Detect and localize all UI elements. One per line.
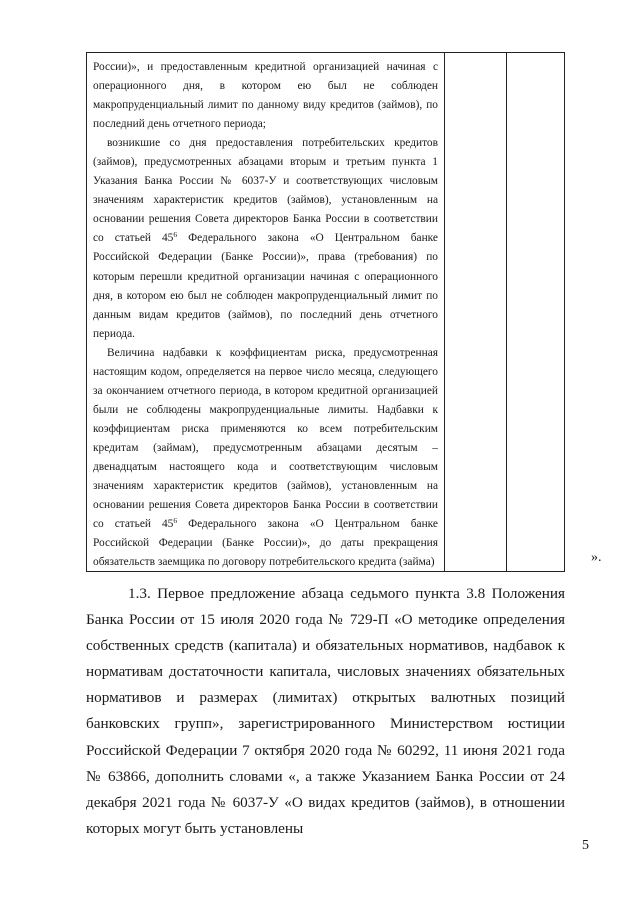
superscript: 6: [173, 516, 178, 526]
body-text: [86, 581, 565, 842]
text-span: Федерального закона «О Центральном банке Российской Федерации (Банке России)», права (требования) по которым перешли кредитной организации начиная с операционного дня, в котором ею был не соблюден макропруденциальный лимит по данным видам кредитов (займов), по последний день отчетного периода.: [93, 232, 438, 340]
text-span: Величина надбавки к коэффициентам риска, предусмотренная настоящим кодом, определяется на первое число месяца, следующего за окончанием отчетного периода, в котором кредитной организацией были не соблюдены макропруденциальные лимиты. Надбавки к коэффициентам риска применяются ко всем потребительским кредитам (займам), предусмотренным абзацами десятым – двенадцатым настоящего кода и соответствующим числовым значениям характеристик кредитов (займов), установленным на основании решения Совета директоров Банка России в соответствии со статьей 45: [93, 346, 438, 531]
table-column-divider: [444, 53, 445, 571]
table-paragraph: [93, 344, 438, 573]
superscript: 6: [173, 230, 178, 240]
continuation-table: [86, 52, 565, 572]
closing-quote: ».: [591, 550, 602, 565]
table-paragraph: [93, 134, 438, 344]
table-column-divider: [506, 53, 507, 571]
table-paragraph: России)», и предоставленным кредитной организацией начиная с операционного дня, в котором ею был не соблюден макропруденциальный лимит по данному виду кредитов (займов), по последний день отчетного периода;: [93, 61, 438, 131]
table-cell-description: [93, 58, 438, 572]
text-span: Федерального закона «О Центральном банке Российской Федерации (Банке России)», до даты прекращения обязательств заемщика по договору потребительского кредита (займа): [93, 518, 438, 569]
page-number: 5: [582, 838, 589, 853]
body-paragraph: 1.3. Первое предложение абзаца седьмого пункта 3.8 Положения Банка России от 15 июля 2020 года № 729-П «О методике определения собственных средств (капитала) и обязательных нормативов, надбавок к нормативам достаточности капитала, числовых значениях обязательных нормативов и размерах (лимитах) открытых валютных позиций банковских групп», зарегистрированного Министерством юстиции Российской Федерации 7 октября 2020 года № 60292, 11 июня 2021 года № 63866, дополнить словами «, а также Указанием Банка России от 24 декабря 2021 года № 6037-У «О видах кредитов (займов), в отношении которых могут быть установлены: [86, 585, 565, 837]
text-span: возникшие со дня предоставления потребительских кредитов (займов), предусмотренных абзацами вторым и третьим пункта 1 Указания Банка России № 6037-У и соответствующих числовым значениям характеристик кредитов (займов), установленным на основании решения Совета директоров Банка России в соответствии со статьей 45: [93, 137, 438, 245]
